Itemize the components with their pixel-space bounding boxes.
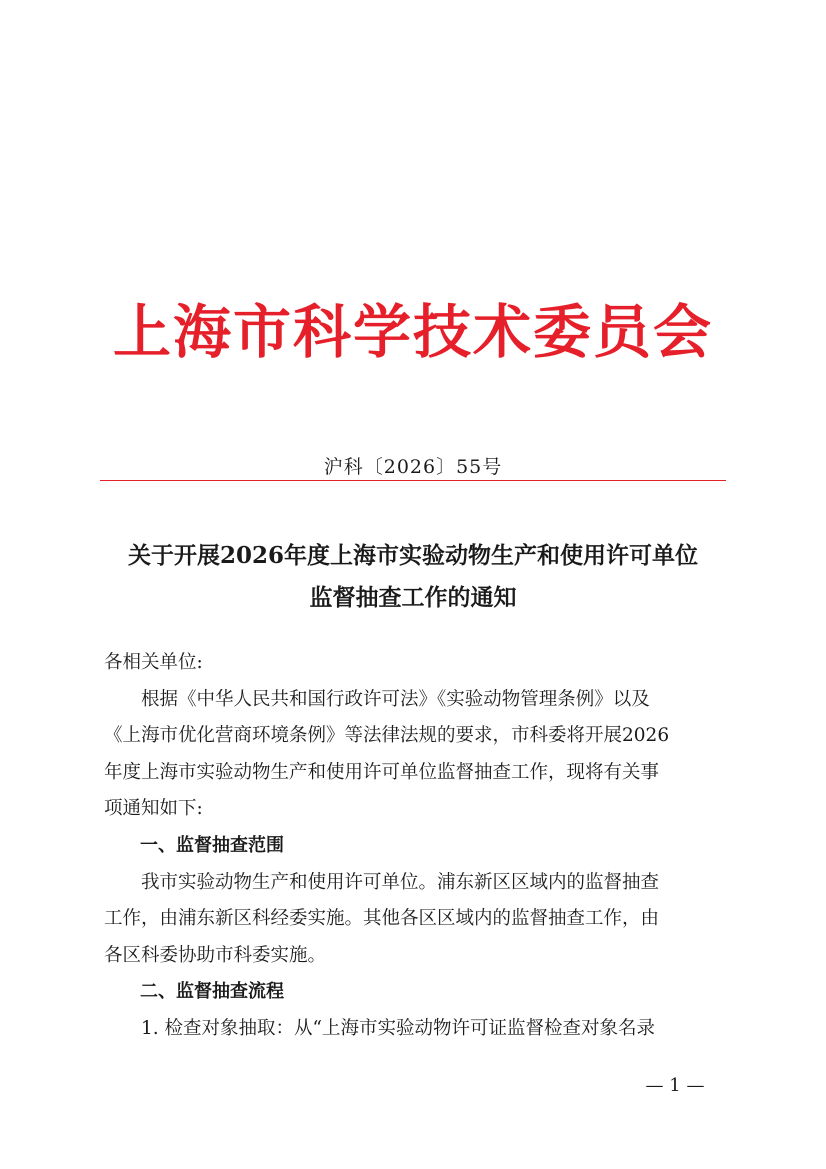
section-1-heading: 一、监督抽查范围 bbox=[140, 834, 284, 856]
section-1-line-3: 各区科委协助市科委实施。 bbox=[104, 944, 327, 966]
salutation: 各相关单位: bbox=[104, 652, 203, 673]
section-2-item-1: 1. 检查对象抽取：从“上海市实验动物许可证监督检查对象名录 bbox=[141, 1017, 655, 1039]
section-2-heading: 二、监督抽查流程 bbox=[140, 981, 284, 1003]
document-title-line-1: 关于开展2026年度上海市实验动物生产和使用许可单位 bbox=[127, 542, 698, 569]
intro-line-1: 根据《中华人民共和国行政许可法》《实验动物管理条例》以及 bbox=[141, 688, 650, 710]
document-number: 沪科〔2026〕55号 bbox=[323, 456, 503, 478]
intro-line-3: 年度上海市实验动物生产和使用许可单位监督抽查工作，现将有关事 bbox=[104, 761, 660, 783]
document-title-line-2: 监督抽查工作的通知 bbox=[309, 584, 517, 611]
issuing-authority-masthead: 上海市科学技术委员会 bbox=[112, 298, 713, 366]
intro-paragraph bbox=[104, 682, 726, 828]
section-1-line-1: 我市实验动物生产和使用许可单位。浦东新区区域内的监督抽查 bbox=[141, 871, 660, 893]
document-body bbox=[104, 645, 726, 1048]
section-1-line-2: 工作，由浦东新区科经委实施。其他各区区域内的监督抽查工作，由 bbox=[104, 908, 660, 930]
section-1-paragraph bbox=[104, 865, 726, 975]
intro-line-2: 《上海市优化营商环境条例》等法律法规的要求，市科委将开展2026 bbox=[104, 725, 670, 747]
document-title bbox=[80, 535, 746, 619]
red-divider-line bbox=[100, 480, 726, 481]
page-number: — 1 — bbox=[645, 1075, 705, 1096]
intro-line-4: 项通知如下: bbox=[104, 798, 203, 820]
